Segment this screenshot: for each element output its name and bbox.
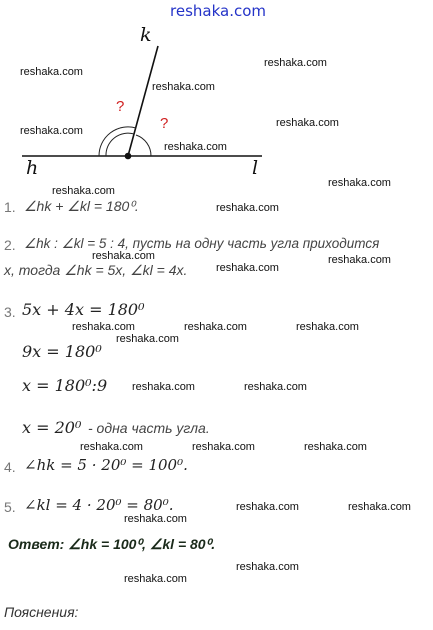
step-4-number: 4. — [4, 459, 16, 475]
watermark: reshaka.com — [20, 125, 83, 137]
step-3-equation-1: 5x + 4x = 180⁰ — [22, 300, 145, 319]
watermark: reshaka.com — [328, 254, 391, 266]
step-3-note: - одна часть угла. — [88, 420, 210, 436]
question-mark-hk: ? — [116, 98, 125, 115]
label-h: h — [26, 157, 39, 179]
watermark: reshaka.com — [192, 441, 255, 453]
watermark: reshaka.com — [328, 177, 391, 189]
watermark: reshaka.com — [20, 66, 83, 78]
watermark: reshaka.com — [236, 561, 299, 573]
step-2-number: 2. — [4, 237, 16, 253]
watermark: reshaka.com — [164, 141, 227, 153]
explanations-heading: Пояснения: — [4, 604, 79, 620]
watermark: reshaka.com — [152, 81, 215, 93]
step-5-text: ∠kl = 4 · 20⁰ = 80⁰. — [24, 496, 174, 514]
vertex-point — [125, 153, 132, 160]
watermark: reshaka.com — [80, 441, 143, 453]
arc-hk-inner — [106, 133, 134, 156]
watermark: reshaka.com — [116, 333, 179, 345]
watermark: reshaka.com — [216, 262, 279, 274]
watermark: reshaka.com — [132, 381, 195, 393]
site-header[interactable]: reshaka.com — [170, 2, 266, 20]
step-3-equation-4: x = 20⁰ — [22, 418, 82, 437]
step-2-text: ∠hk : ∠kl = 5 : 4, пусть на одну часть угла приходится — [24, 236, 380, 251]
label-l: l — [252, 157, 259, 179]
watermark: reshaka.com — [124, 573, 187, 585]
step-3-equation-2: 9x = 180⁰ — [22, 342, 102, 361]
step-5-number: 5. — [4, 499, 16, 515]
watermark: reshaka.com — [348, 501, 411, 513]
step-3-number: 3. — [4, 304, 16, 320]
step-1-text: ∠hk + ∠kl = 180⁰. — [24, 198, 139, 214]
watermark: reshaka.com — [296, 321, 359, 333]
watermark: reshaka.com — [304, 441, 367, 453]
watermark: reshaka.com — [244, 381, 307, 393]
answer-line: Ответ: ∠hk = 100⁰, ∠kl = 80⁰. — [8, 536, 216, 552]
step-1-number: 1. — [4, 199, 16, 215]
watermark: reshaka.com — [216, 202, 279, 214]
step-3-equation-3: x = 180⁰:9 — [22, 376, 108, 395]
watermark: reshaka.com — [72, 321, 135, 333]
watermark: reshaka.com — [236, 501, 299, 513]
watermark: reshaka.com — [124, 513, 187, 525]
watermark: reshaka.com — [276, 117, 339, 129]
question-mark-kl: ? — [160, 115, 169, 132]
step-2-line2: x, тогда ∠hk = 5x, ∠kl = 4x. — [4, 262, 188, 278]
watermark: reshaka.com — [264, 57, 327, 69]
step-4-text: ∠hk = 5 · 20⁰ = 100⁰. — [24, 456, 188, 474]
watermark: reshaka.com — [92, 250, 155, 262]
arc-hk-outer — [99, 127, 136, 156]
watermark: reshaka.com — [184, 321, 247, 333]
arc-kl — [136, 135, 151, 156]
angle-figure — [0, 0, 433, 200]
label-k: k — [140, 24, 152, 46]
watermark: reshaka.com — [52, 185, 115, 197]
